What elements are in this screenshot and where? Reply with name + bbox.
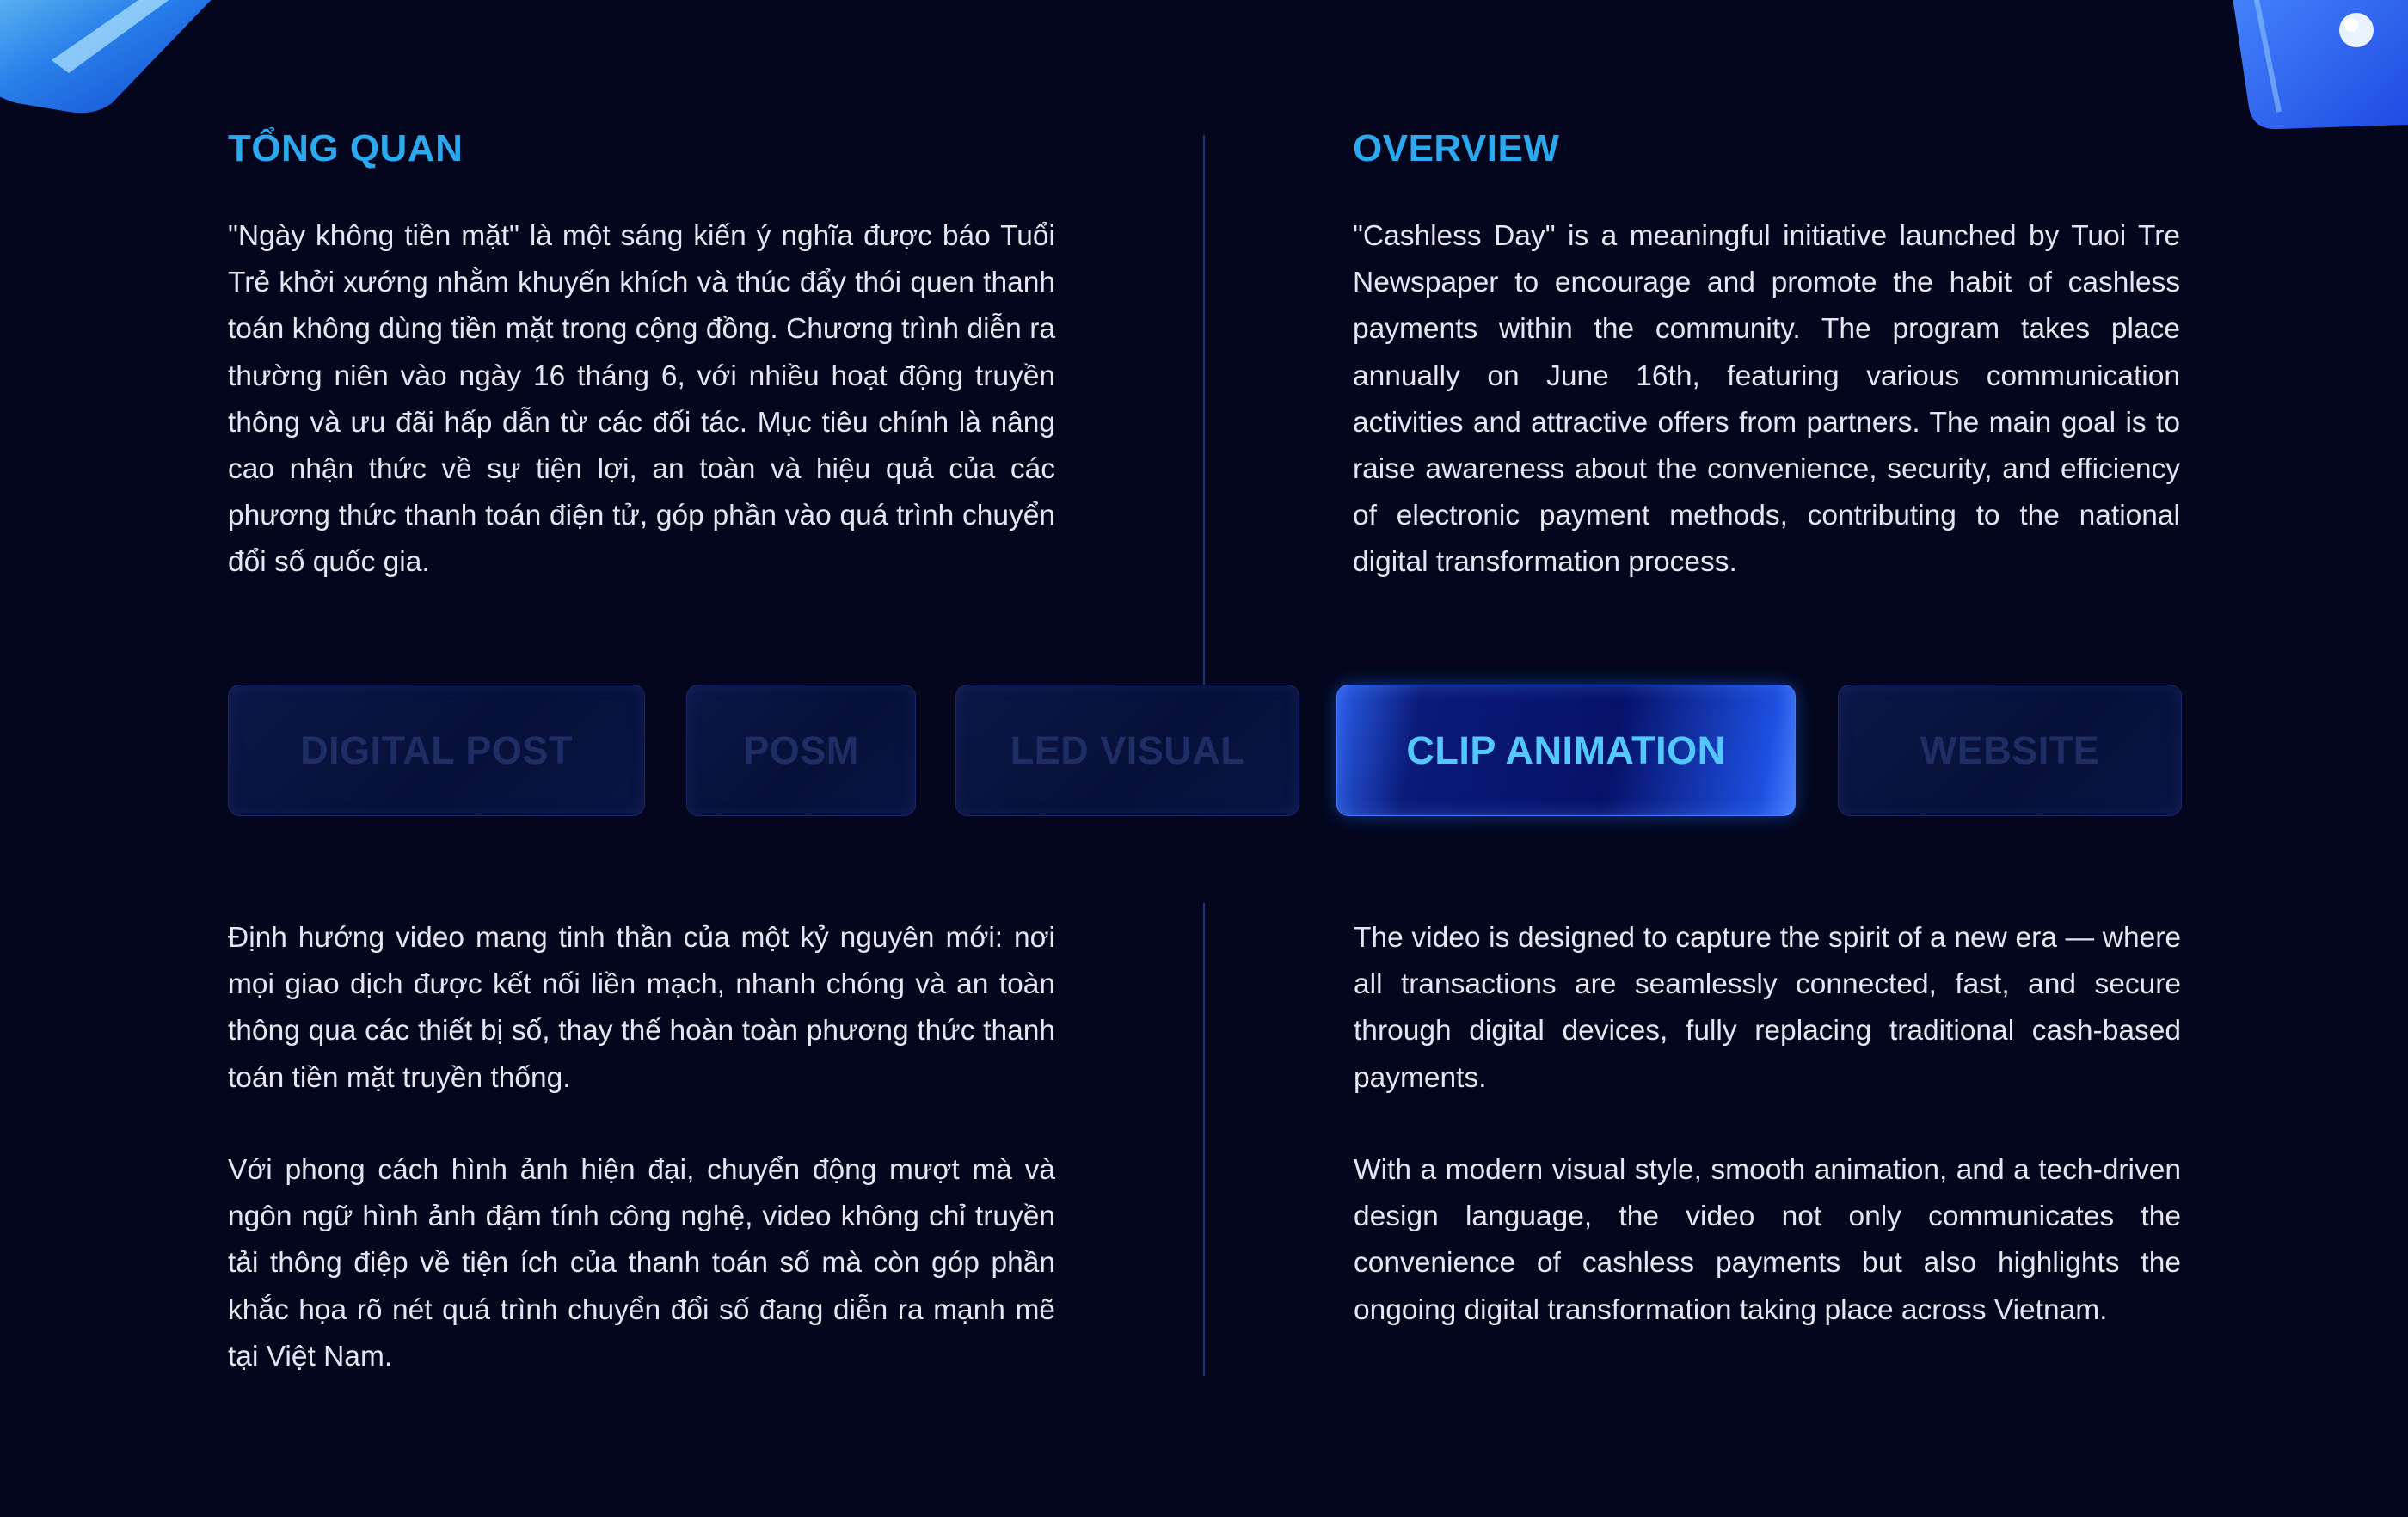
tab-digital-post[interactable]: DIGITAL POST bbox=[228, 685, 645, 816]
tab-clip-animation[interactable]: CLIP ANIMATION bbox=[1336, 685, 1796, 816]
content-paragraph-en-2: With a modern visual style, smooth animation, and a tech-driven design language, the video not only communicates the convenience of cashless payments but also highlights the ongoing digital transformation taking place across Vietnam. bbox=[1354, 1154, 2181, 1326]
overview-heading-vi: TỔNG QUAN bbox=[228, 127, 464, 169]
column-divider bbox=[1203, 135, 1205, 703]
tab-posm[interactable]: POSM bbox=[686, 685, 916, 816]
overview-heading-en: OVERVIEW bbox=[1353, 127, 1560, 169]
tab-website[interactable]: WEBSITE bbox=[1838, 685, 2182, 816]
content-column-divider bbox=[1203, 903, 1205, 1376]
overview-text-en: "Cashless Day" is a meaningful initiative launched by Tuoi Tre Newspaper to encourage and promote the habit of cashless payments within the community. The program takes place annually on June 16th, featuring various communication activities and attractive offers from partners. The main goal is to raise awareness about the convenience, security, and efficiency of electronic payment methods, contributing to the national digital transformation process. bbox=[1353, 220, 2180, 579]
overview-text-vi: "Ngày không tiền mặt" là một sáng kiến ý nghĩa được báo Tuổi Trẻ khởi xướng nhằm khuyến khích và thúc đẩy thói quen thanh toán không dùng tiền mặt trong cộng đồng. Chương trình diễn ra thường niên vào ngày 16 tháng 6, với nhiều hoạt động truyền thông và ưu đãi hấp dẫn từ các đối tác. Mục tiêu chính là nâng cao nhận thức về sự tiện lợi, an toàn và hiệu quả của các phương thức thanh toán điện tử, góp phần vào quá trình chuyển đổi số quốc gia. bbox=[228, 220, 1055, 579]
content-paragraph-en-1: The video is designed to capture the spirit of a new era — where all transactions are seamlessly connected, fast, and secure through digital devices, fully replacing traditional cash-based payments. bbox=[1354, 922, 2181, 1094]
glossy-blue-card-icon bbox=[0, 0, 310, 120]
tab-led-visual[interactable]: LED VISUAL bbox=[955, 685, 1299, 816]
content-paragraph-vi-1: Định hướng video mang tinh thần của một kỷ nguyên mới: nơi mọi giao dịch được kết nối liền mạch, nhanh chóng và an toàn thông qua các thiết bị số, thay thế hoàn toàn phương thức thanh toán tiền mặt truyền thống. bbox=[228, 922, 1055, 1094]
content-paragraph-vi-2: Với phong cách hình ảnh hiện đại, chuyển động mượt mà và ngôn ngữ hình ảnh đậm tính công nghệ, video không chỉ truyền tải thông điệp về tiện ích của thanh toán số mà còn góp phần khắc họa rõ nét quá trình chuyển đổi số đang diễn ra mạnh mẽ tại Việt Nam. bbox=[228, 1154, 1055, 1373]
glossy-blue-wallet-icon bbox=[2184, 0, 2408, 138]
